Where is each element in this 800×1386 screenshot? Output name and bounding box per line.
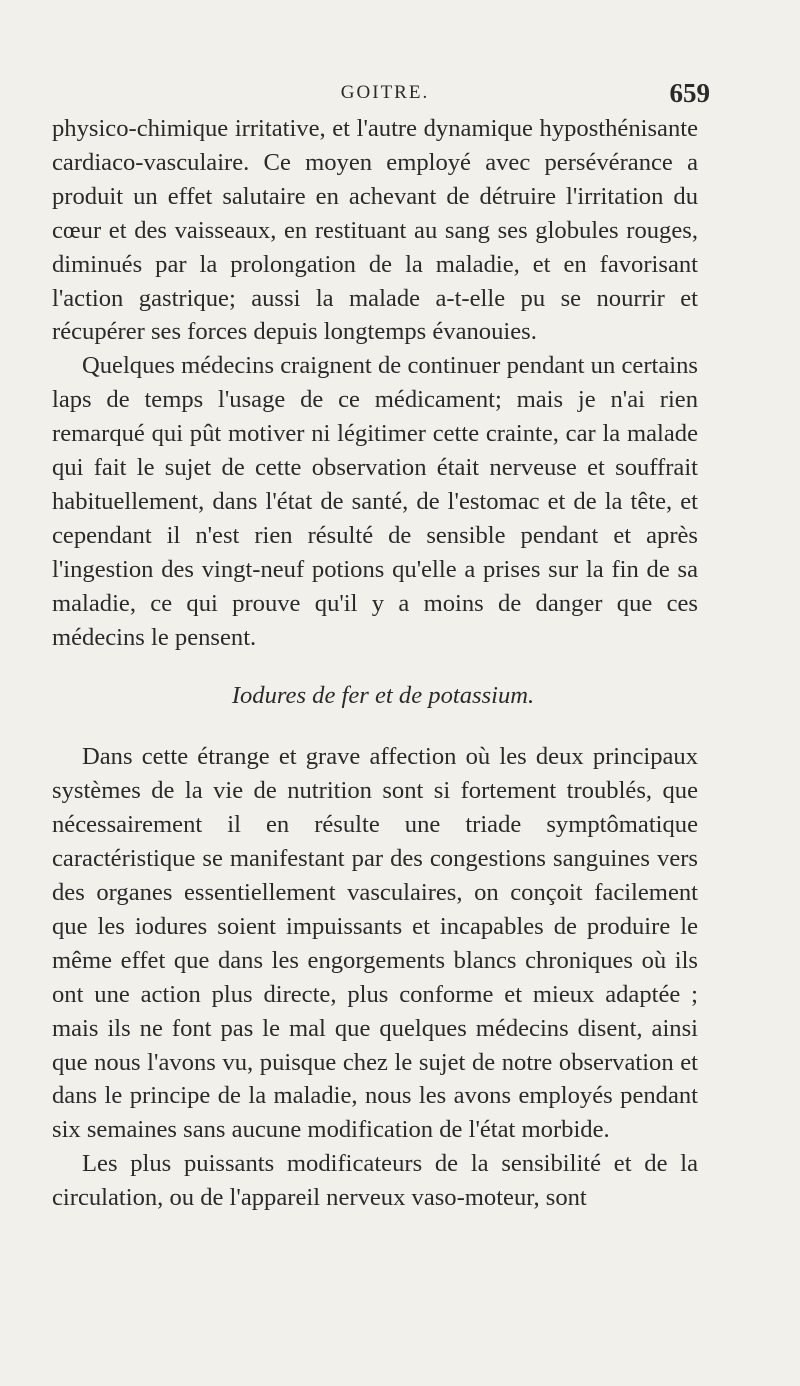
page-number: 659 bbox=[669, 78, 710, 108]
paragraph-1: physico-chimique irritative, et l'autre dynamique hyposthénisante cardiaco-vasculaire. Ce moyen employé avec persévérance a produit un effet salutaire en achevant de détruire l'irritation du cœur et des vaisseaux, en restituant au sang ses globules rouges, diminués par la prolongation de la maladie, et en favorisant l'action gastrique; aussi la malade a-t-elle pu se nourrir et récupérer ses forces depuis longtemps évanouies. bbox=[52, 115, 698, 346]
paragraph-2: Quelques médecins craignent de continuer pendant un certains laps de temps l'usage de ce médicament; mais je n'ai rien remarqué qui pût motiver ni légitimer cette crainte, car la malade qui fait le sujet de cette observation était nerveuse et souffrait habituellement, dans l'état de santé, de l'estomac et de la tête, et cependant il n'est rien résulté de sensible pendant et après l'ingestion des vingt-neuf potions qu'elle a prises sur la fin de sa maladie, ce qui prouve qu'il y a moins de danger que ces médecins le pensent. bbox=[52, 352, 698, 651]
paragraph-3: Dans cette étrange et grave affection où les deux principaux systèmes de la vie de nutrition sont si fortement troublés, que nécessairement il en résulte une triade symptômatique caractéristique se manifestant par des congestions sanguines vers des organes essentiellement vasculaires, on conçoit facilement que les iodures soient impuissants et incapables de produire le même effet que dans les engorgements blancs chroniques où ils ont une action plus directe, plus conforme et mieux adaptée ; mais ils ne font pas le mal que quelques médecins disent, ainsi que nous l'avons vu, puisque chez le sujet de notre observation et dans le principe de la maladie, nous les avons employés pendant six semaines sans aucune modification de l'état morbide. bbox=[52, 743, 698, 1144]
paragraph-4: Les plus puissants modificateurs de la sensibilité et de la circulation, ou de l'appareil nerveux vaso-moteur, sont bbox=[52, 1150, 698, 1212]
body-text bbox=[52, 112, 698, 1215]
running-head bbox=[60, 78, 710, 112]
section-heading: Iodures de fer et de potassium. bbox=[231, 681, 535, 709]
running-title: GOITRE. bbox=[340, 82, 430, 103]
